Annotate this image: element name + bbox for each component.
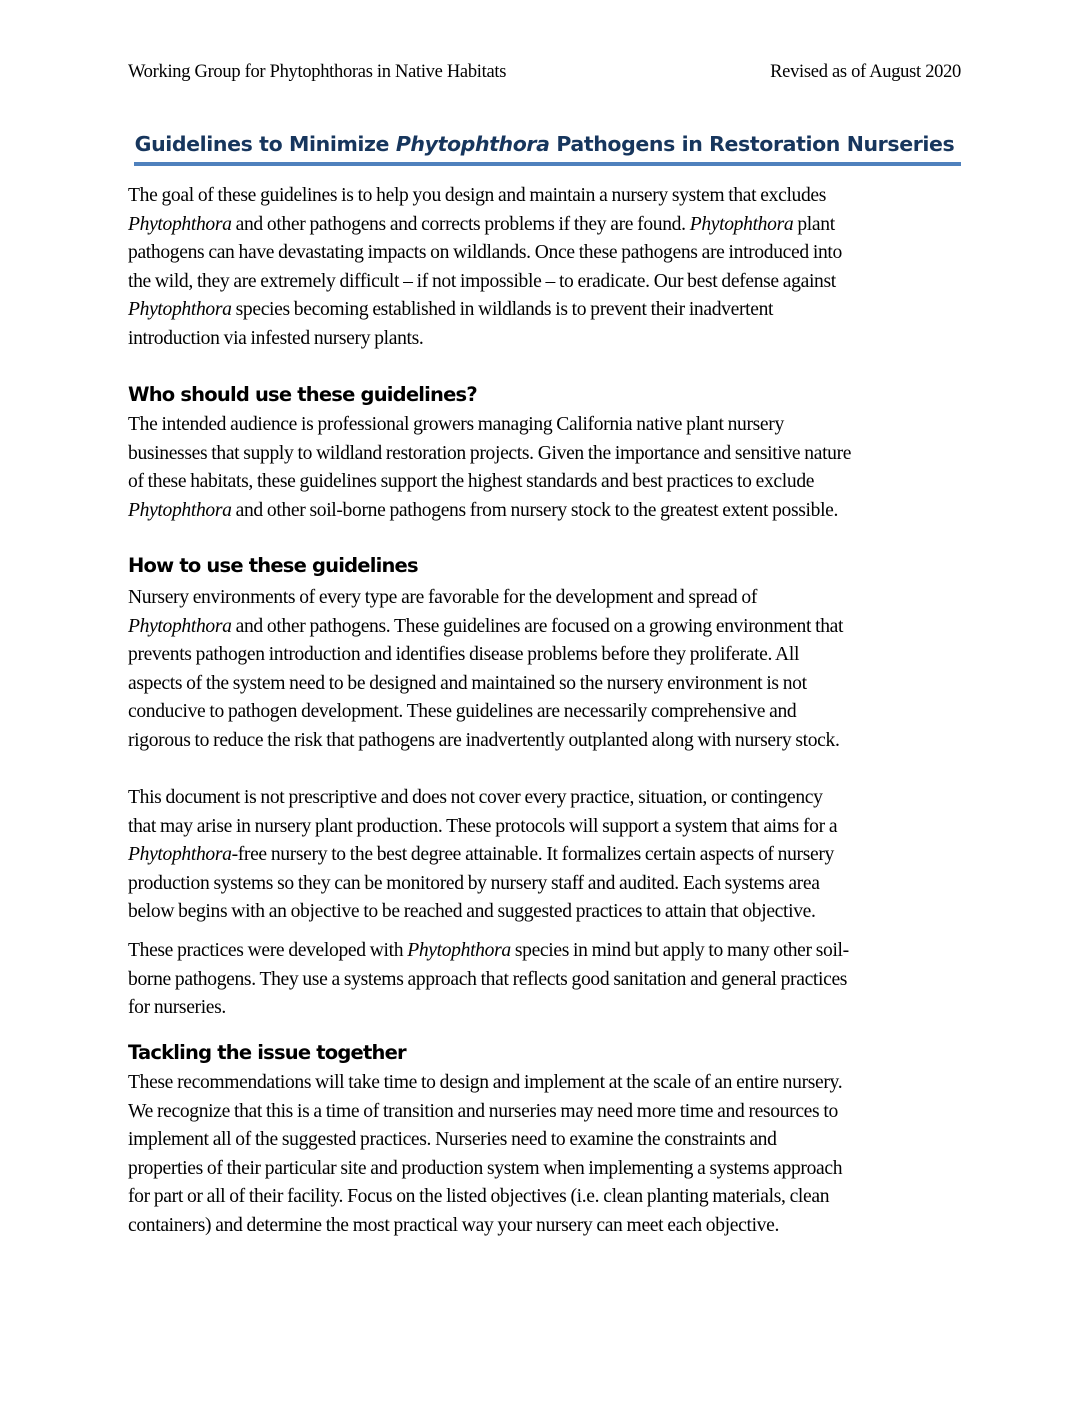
text-line: the wild, they are extremely difficult – if not impossible – to eradicate. Our best defense against [128, 270, 836, 292]
text-line: Nursery environments of every type are favorable for the development and spread of [128, 587, 758, 608]
text-line: rigorous to reduce the risk that pathogens are inadvertently outplanted along with nursery stock. [128, 729, 840, 751]
text-line: below begins with an objective to be reached and suggested practices to attain that objective. [128, 901, 816, 923]
text-line: These recommendations will take time to design and implement at the scale of an entire nursery. [128, 1072, 843, 1093]
text-line: conducive to pathogen development. These guidelines are necessarily comprehensive and [128, 701, 797, 723]
text-line: introduction via infested nursery plants. [128, 327, 424, 349]
text-line: Phytophthora-free nursery to the best degree attainable. It formalizes certain aspects of nursery [128, 844, 834, 866]
text-line: These practices were developed with Phytophthora species in mind but apply to many other soil- [128, 940, 849, 961]
section-heading-who: Who should use these guidelines? [128, 383, 477, 406]
section-how-paragraph-1 [128, 584, 964, 756]
text-line: implement all of the suggested practices. Nurseries need to examine the constraints and [128, 1129, 777, 1151]
page-title [128, 128, 961, 160]
title-part-1: Guidelines to Minimize [134, 132, 396, 156]
text-line: prevents pathogen introduction and identifies disease problems before they proliferate. All [128, 644, 800, 666]
section-heading-tackling: Tackling the issue together [128, 1041, 406, 1064]
text-line: businesses that supply to wildland restoration projects. Given the importance and sensitive nature [128, 442, 852, 464]
text-line: Phytophthora and other soil-borne pathogens from nursery stock to the greatest extent possible. [128, 499, 839, 521]
title-part-2: Pathogens in Restoration Nurseries [549, 132, 955, 156]
running-header [128, 62, 961, 83]
title-genus: Phytophthora [395, 132, 550, 156]
section-tackling-paragraph [128, 1069, 964, 1241]
text-line: aspects of the system need to be designed and maintained so the nursery environment is not [128, 672, 807, 694]
text-line: for part or all of their facility. Focus on the listed objectives (i.e. clean planting materials, clean [128, 1186, 830, 1208]
text-line: of these habitats, these guidelines support the highest standards and best practices to exclude [128, 471, 815, 493]
title-block [128, 128, 961, 166]
text-line: borne pathogens. They use a systems approach that reflects good sanitation and general practices [128, 968, 848, 990]
header-revision-date: Revised as of August 2020 [770, 62, 961, 82]
text-line: production systems so they can be monitored by nursery staff and audited. Each systems area [128, 872, 820, 894]
section-how-paragraph-3 [128, 937, 964, 1023]
section-who-paragraph [128, 411, 964, 525]
text-line: The goal of these guidelines is to help you design and maintain a nursery system that excludes [128, 185, 827, 206]
text-line: containers) and determine the most practical way your nursery can meet each objective. [128, 1214, 780, 1236]
text-line: Phytophthora and other pathogens. These guidelines are focused on a growing environment that [128, 615, 844, 637]
text-line: that may arise in nursery plant production. These protocols will support a system that aims for a [128, 815, 838, 837]
text-line: We recognize that this is a time of transition and nurseries may need more time and resources to [128, 1100, 838, 1122]
text-line: pathogens can have devastating impacts on wildlands. Once these pathogens are introduced into [128, 242, 842, 264]
text-line: The intended audience is professional growers managing California native plant nursery [128, 414, 784, 435]
text-line: properties of their particular site and production system when implementing a systems approach [128, 1157, 843, 1179]
intro-paragraph [128, 182, 964, 354]
text-line: for nurseries. [128, 997, 226, 1019]
header-organization: Working Group for Phytophthoras in Native Habitats [128, 62, 507, 82]
section-heading-how: How to use these guidelines [128, 554, 418, 577]
section-how-paragraph-2 [128, 784, 964, 927]
text-line: Phytophthora species becoming established in wildlands is to prevent their inadvertent [128, 299, 774, 321]
text-line: Phytophthora and other pathogens and corrects problems if they are found. Phytophthora plant [128, 213, 835, 235]
title-underline-rule [134, 162, 961, 166]
text-line: This document is not prescriptive and does not cover every practice, situation, or contingency [128, 787, 823, 808]
